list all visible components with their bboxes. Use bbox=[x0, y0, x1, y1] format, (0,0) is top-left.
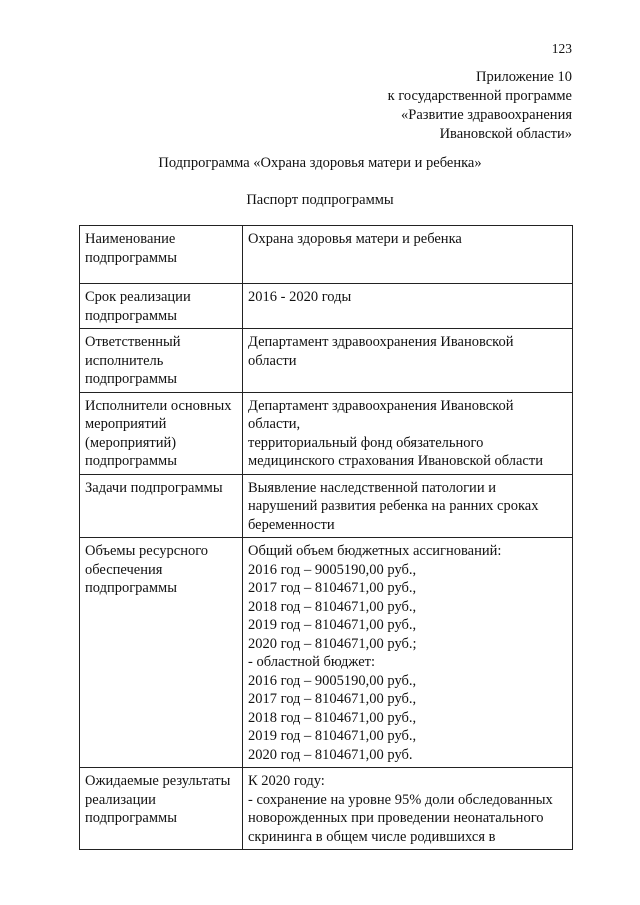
row-value-line: 2019 год – 8104671,00 руб., bbox=[248, 728, 417, 744]
passport-title: Паспорт подпрограммы bbox=[246, 192, 394, 208]
page-number: 123 bbox=[551, 41, 572, 56]
row-label-line: Объемы ресурсного bbox=[85, 543, 209, 559]
row-label-cell bbox=[80, 392, 243, 474]
subprogram-title: Подпрограмма «Охрана здоровья матери и ребенка» bbox=[158, 155, 482, 171]
row-value-line: медицинского страхования Ивановской области bbox=[248, 453, 543, 469]
row-value-line: новорожденных при проведении неонатального bbox=[248, 810, 544, 826]
row-value-line: К 2020 году: bbox=[248, 773, 325, 789]
row-label-line: подпрограммы bbox=[85, 580, 177, 596]
row-value-line: области, bbox=[248, 416, 301, 432]
row-value-line: 2020 год – 8104671,00 руб.; bbox=[248, 635, 417, 652]
row-value-line: 2020 год – 8104671,00 руб. bbox=[248, 746, 413, 763]
appendix-line: Ивановской области» bbox=[439, 126, 572, 142]
table-row bbox=[80, 392, 573, 474]
appendix-line: «Развитие здравоохранения bbox=[401, 107, 572, 123]
table-row bbox=[80, 284, 573, 329]
row-value-cell bbox=[243, 226, 573, 284]
row-label-line: подпрограммы bbox=[85, 810, 177, 826]
row-label-line: (мероприятий) bbox=[85, 434, 177, 451]
row-label-cell bbox=[80, 474, 243, 538]
row-value-line: Выявление наследственной патологии и bbox=[248, 479, 496, 496]
row-value-line: нарушений развития ребенка на ранних сроках bbox=[248, 498, 539, 514]
row-value-line: - сохранение на уровне 95% доли обследованных bbox=[248, 791, 553, 808]
row-value-cell bbox=[243, 392, 573, 474]
row-label-cell bbox=[80, 226, 243, 284]
row-value-line: беременности bbox=[248, 516, 335, 533]
appendix-line: Приложение 10 bbox=[476, 69, 572, 85]
row-label-cell bbox=[80, 329, 243, 393]
row-value-line: - областной бюджет: bbox=[248, 654, 376, 670]
table-row bbox=[80, 538, 573, 768]
row-label-line: подпрограммы bbox=[85, 453, 177, 469]
row-value-line: 2016 год – 9005190,00 руб., bbox=[248, 672, 417, 689]
row-value-line: Департамент здравоохранения Ивановской bbox=[248, 397, 514, 414]
row-value-line: 2019 год – 8104671,00 руб., bbox=[248, 617, 417, 633]
table-row bbox=[80, 226, 573, 284]
table-row bbox=[80, 329, 573, 393]
row-label-cell bbox=[80, 284, 243, 329]
row-label-line: исполнитель bbox=[85, 352, 164, 369]
table-row bbox=[80, 768, 573, 850]
appendix-reference bbox=[388, 68, 572, 144]
row-value-line: скрининга в общем числе родившихся в bbox=[248, 828, 496, 845]
appendix-line: к государственной программе bbox=[387, 88, 572, 104]
row-value-line: Охрана здоровья матери и ребенка bbox=[248, 231, 462, 247]
row-label-line: Задачи подпрограммы bbox=[85, 479, 223, 496]
row-value-line: 2018 год – 8104671,00 руб., bbox=[248, 709, 417, 726]
row-label-line: реализации bbox=[85, 791, 156, 808]
row-label-cell bbox=[80, 538, 243, 768]
row-label-line: обеспечения bbox=[85, 561, 163, 578]
row-label-line: подпрограммы bbox=[85, 371, 177, 387]
row-value-line: 2017 год – 8104671,00 руб., bbox=[248, 580, 417, 596]
row-value-line: 2018 год – 8104671,00 руб., bbox=[248, 598, 417, 615]
row-value-cell bbox=[243, 474, 573, 538]
row-value-cell bbox=[243, 538, 573, 768]
row-value-line: 2016 - 2020 годы bbox=[248, 289, 352, 305]
row-label-line: Наименование bbox=[85, 231, 176, 247]
row-label-line: подпрограммы bbox=[85, 307, 177, 324]
row-label-line: Ожидаемые результаты bbox=[85, 773, 231, 789]
row-value-cell bbox=[243, 768, 573, 850]
row-value-line: 2017 год – 8104671,00 руб., bbox=[248, 691, 417, 707]
row-label-line: мероприятий bbox=[85, 416, 167, 432]
row-label-line: Срок реализации bbox=[85, 289, 191, 305]
row-value-cell bbox=[243, 284, 573, 329]
passport-table bbox=[79, 225, 573, 850]
row-label-line: Ответственный bbox=[85, 334, 181, 350]
row-value-line: Департамент здравоохранения Ивановской bbox=[248, 334, 514, 350]
table-row bbox=[80, 474, 573, 538]
row-value-line: 2016 год – 9005190,00 руб., bbox=[248, 561, 417, 578]
row-label-cell bbox=[80, 768, 243, 850]
row-label-line: Исполнители основных bbox=[85, 397, 232, 414]
row-value-cell bbox=[243, 329, 573, 393]
row-label-line: подпрограммы bbox=[85, 249, 177, 266]
row-value-line: области bbox=[248, 352, 297, 369]
row-value-line: территориальный фонд обязательного bbox=[248, 434, 484, 451]
row-value-line: Общий объем бюджетных ассигнований: bbox=[248, 543, 502, 559]
